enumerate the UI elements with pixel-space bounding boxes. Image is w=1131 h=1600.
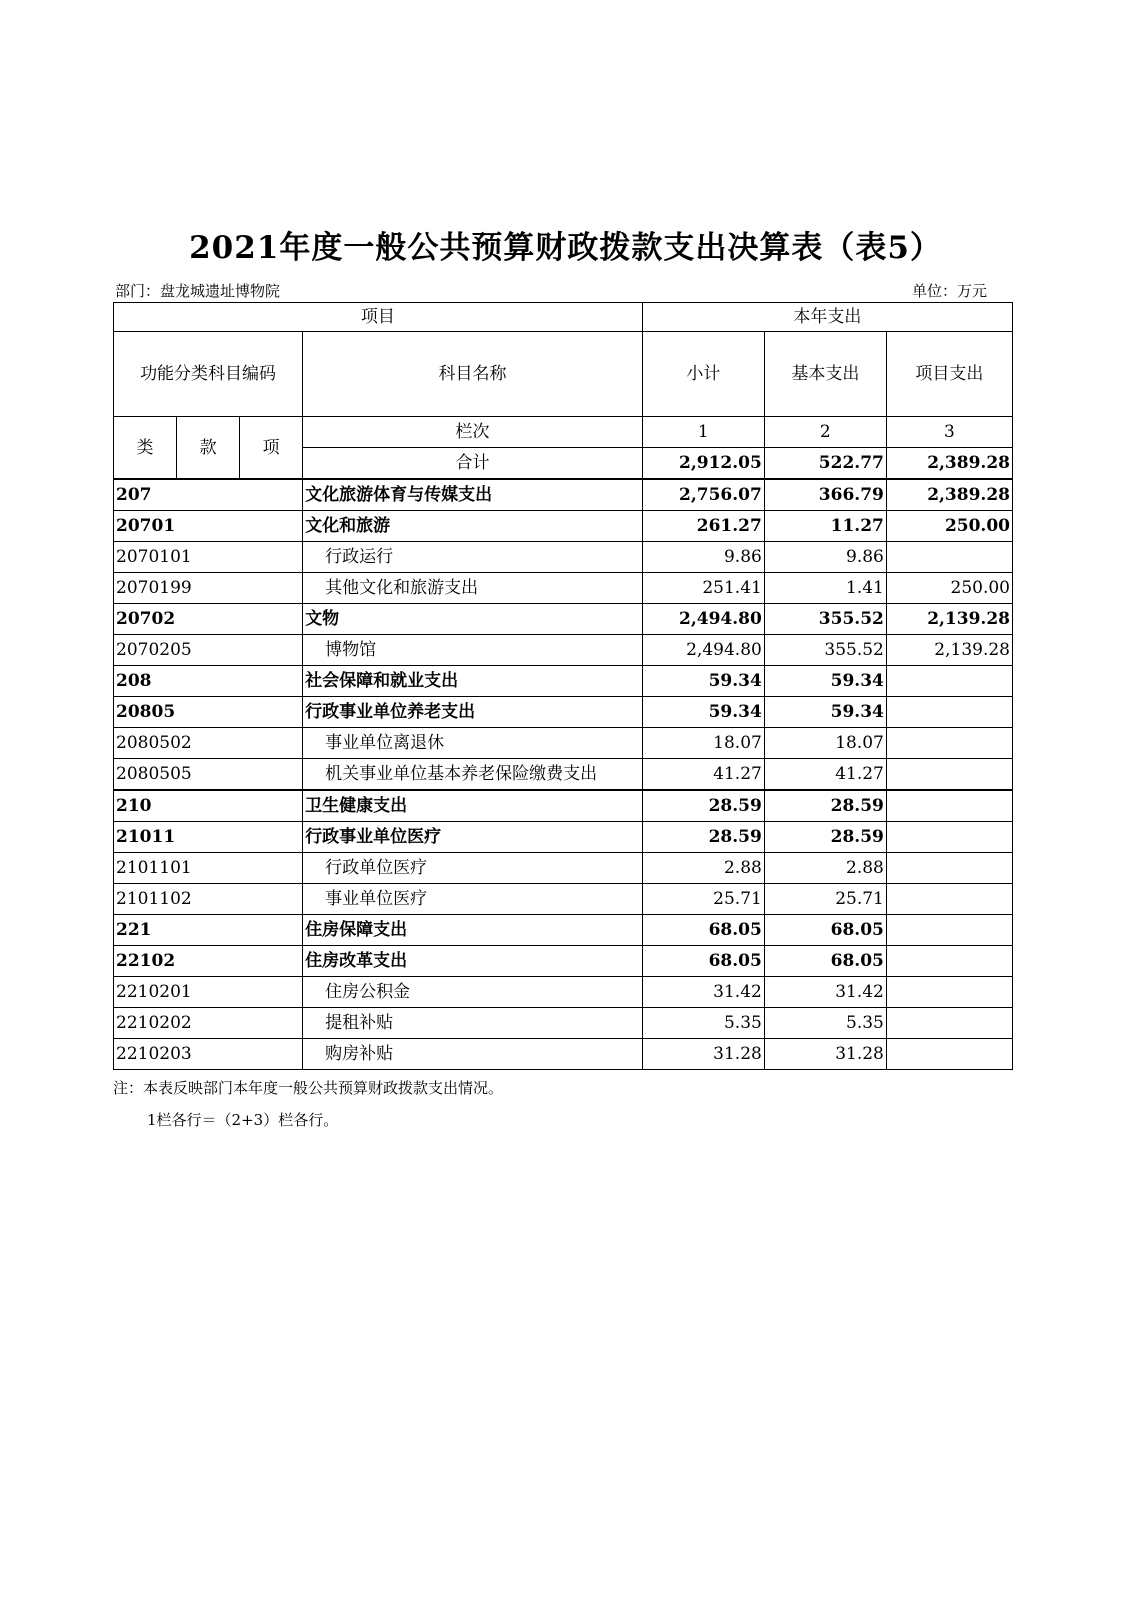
table-row	[114, 915, 1013, 946]
row-subtotal: 31.42	[642, 977, 764, 1008]
table-row	[114, 946, 1013, 977]
row-code: 21011	[114, 822, 303, 853]
row-subtotal: 25.71	[642, 884, 764, 915]
row-code: 2101102	[114, 884, 303, 915]
header-col1: 1	[642, 417, 764, 448]
row-basic: 355.52	[764, 604, 886, 635]
row-project: 2,139.28	[886, 604, 1012, 635]
table-row	[114, 790, 1013, 822]
header-row-3	[114, 417, 1013, 448]
note-line-2: 1栏各行＝（2+3）栏各行。	[147, 1111, 339, 1129]
note-line-1: 注：本表反映部门本年度一般公共预算财政拨款支出情况。	[113, 1079, 504, 1097]
header-project: 项目支出	[886, 332, 1012, 417]
row-project	[886, 1008, 1012, 1039]
row-project	[886, 884, 1012, 915]
row-name: 博物馆	[303, 635, 643, 666]
row-basic: 9.86	[764, 542, 886, 573]
row-project: 2,389.28	[886, 479, 1012, 511]
header-col3: 3	[886, 417, 1012, 448]
row-code: 2070101	[114, 542, 303, 573]
header-name: 科目名称	[303, 332, 643, 417]
row-project	[886, 822, 1012, 853]
header-xiang: 项	[240, 417, 303, 480]
row-subtotal: 5.35	[642, 1008, 764, 1039]
row-basic: 68.05	[764, 946, 886, 977]
row-code: 2101101	[114, 853, 303, 884]
row-basic: 25.71	[764, 884, 886, 915]
table-row	[114, 666, 1013, 697]
table-row	[114, 697, 1013, 728]
row-code: 2070205	[114, 635, 303, 666]
row-subtotal: 59.34	[642, 697, 764, 728]
table-row	[114, 1039, 1013, 1070]
expenditure-table	[113, 302, 1013, 1070]
total-label: 合计	[303, 448, 643, 480]
row-project	[886, 728, 1012, 759]
total-basic: 522.77	[764, 448, 886, 480]
table-row	[114, 1008, 1013, 1039]
row-subtotal: 68.05	[642, 915, 764, 946]
header-basic: 基本支出	[764, 332, 886, 417]
row-code: 20701	[114, 511, 303, 542]
row-project	[886, 977, 1012, 1008]
total-project: 2,389.28	[886, 448, 1012, 480]
row-project	[886, 853, 1012, 884]
row-code: 20805	[114, 697, 303, 728]
row-project: 2,139.28	[886, 635, 1012, 666]
row-project: 250.00	[886, 573, 1012, 604]
table-row	[114, 573, 1013, 604]
row-name: 其他文化和旅游支出	[303, 573, 643, 604]
row-subtotal: 261.27	[642, 511, 764, 542]
row-subtotal: 41.27	[642, 759, 764, 791]
row-project: 250.00	[886, 511, 1012, 542]
row-subtotal: 28.59	[642, 790, 764, 822]
header-item: 项目	[114, 303, 643, 332]
row-subtotal: 31.28	[642, 1039, 764, 1070]
header-code: 功能分类科目编码	[114, 332, 303, 417]
row-project	[886, 790, 1012, 822]
page-title: 2021年度一般公共预算财政拨款支出决算表（表5）	[189, 230, 942, 266]
unit-label: 单位：万元	[912, 282, 988, 300]
row-project	[886, 1039, 1012, 1070]
row-basic: 5.35	[764, 1008, 886, 1039]
row-basic: 355.52	[764, 635, 886, 666]
row-code: 2210203	[114, 1039, 303, 1070]
row-code: 207	[114, 479, 303, 511]
row-basic: 41.27	[764, 759, 886, 791]
row-code: 221	[114, 915, 303, 946]
row-basic: 18.07	[764, 728, 886, 759]
row-name: 事业单位离退休	[303, 728, 643, 759]
total-subtotal: 2,912.05	[642, 448, 764, 480]
row-project	[886, 759, 1012, 791]
header-row-2	[114, 332, 1013, 417]
header-this-year: 本年支出	[642, 303, 1012, 332]
table-row	[114, 822, 1013, 853]
row-basic: 31.42	[764, 977, 886, 1008]
row-code: 208	[114, 666, 303, 697]
row-name: 行政运行	[303, 542, 643, 573]
row-code: 2210201	[114, 977, 303, 1008]
table-row	[114, 759, 1013, 791]
row-code: 22102	[114, 946, 303, 977]
row-name: 住房公积金	[303, 977, 643, 1008]
row-project	[886, 697, 1012, 728]
table-row	[114, 635, 1013, 666]
row-code: 2080502	[114, 728, 303, 759]
row-subtotal: 18.07	[642, 728, 764, 759]
table-row	[114, 604, 1013, 635]
row-basic: 11.27	[764, 511, 886, 542]
row-subtotal: 68.05	[642, 946, 764, 977]
row-name: 文化旅游体育与传媒支出	[303, 479, 643, 511]
row-name: 文物	[303, 604, 643, 635]
row-name: 住房改革支出	[303, 946, 643, 977]
row-name: 事业单位医疗	[303, 884, 643, 915]
row-name: 购房补贴	[303, 1039, 643, 1070]
row-code: 2070199	[114, 573, 303, 604]
row-name: 住房保障支出	[303, 915, 643, 946]
row-code: 20702	[114, 604, 303, 635]
row-basic: 31.28	[764, 1039, 886, 1070]
row-subtotal: 2,756.07	[642, 479, 764, 511]
header-row-1	[114, 303, 1013, 332]
header-col2: 2	[764, 417, 886, 448]
row-subtotal: 28.59	[642, 822, 764, 853]
row-subtotal: 9.86	[642, 542, 764, 573]
header-subtotal: 小计	[642, 332, 764, 417]
row-name: 行政事业单位医疗	[303, 822, 643, 853]
table-row	[114, 479, 1013, 511]
row-basic: 28.59	[764, 790, 886, 822]
row-name: 提租补贴	[303, 1008, 643, 1039]
row-basic: 28.59	[764, 822, 886, 853]
row-subtotal: 251.41	[642, 573, 764, 604]
table-row	[114, 884, 1013, 915]
table-row	[114, 728, 1013, 759]
table-row	[114, 977, 1013, 1008]
row-basic: 68.05	[764, 915, 886, 946]
row-basic: 2.88	[764, 853, 886, 884]
row-name: 行政事业单位养老支出	[303, 697, 643, 728]
row-code: 2080505	[114, 759, 303, 791]
row-name: 卫生健康支出	[303, 790, 643, 822]
header-column-seq: 栏次	[303, 417, 643, 448]
row-name: 社会保障和就业支出	[303, 666, 643, 697]
table-row	[114, 511, 1013, 542]
row-code: 2210202	[114, 1008, 303, 1039]
row-name: 文化和旅游	[303, 511, 643, 542]
row-subtotal: 2,494.80	[642, 635, 764, 666]
row-name: 机关事业单位基本养老保险缴费支出	[303, 759, 643, 791]
row-project	[886, 946, 1012, 977]
row-subtotal: 59.34	[642, 666, 764, 697]
row-project	[886, 542, 1012, 573]
row-basic: 1.41	[764, 573, 886, 604]
header-kuan: 款	[177, 417, 240, 480]
row-code: 210	[114, 790, 303, 822]
row-name: 行政单位医疗	[303, 853, 643, 884]
row-basic: 59.34	[764, 666, 886, 697]
table-row	[114, 542, 1013, 573]
header-lei: 类	[114, 417, 177, 480]
row-basic: 59.34	[764, 697, 886, 728]
row-subtotal: 2,494.80	[642, 604, 764, 635]
row-project	[886, 915, 1012, 946]
row-basic: 366.79	[764, 479, 886, 511]
row-project	[886, 666, 1012, 697]
table-row	[114, 853, 1013, 884]
department-label: 部门：盘龙城遗址博物院	[115, 282, 281, 300]
row-subtotal: 2.88	[642, 853, 764, 884]
